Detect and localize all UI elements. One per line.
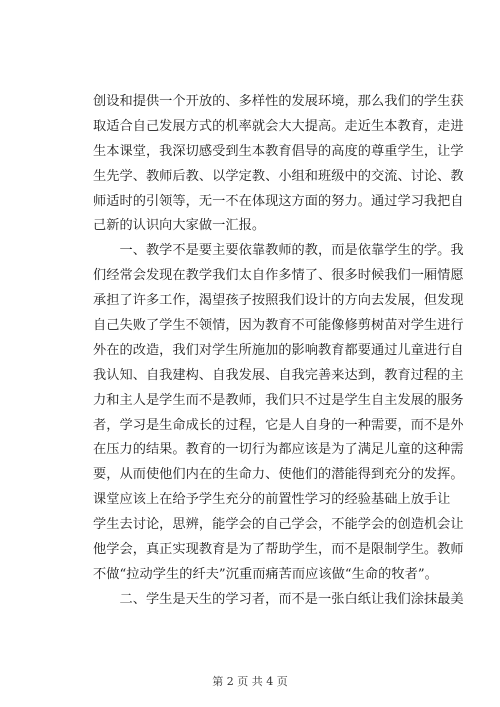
text-line-10: 自己失败了学生不领情，因为教育不可能像修剪树苗对学生进行 bbox=[93, 318, 464, 334]
text-line-13: 力和主人是学生而不是教师，我们只不过是学生自主发展的服务 bbox=[93, 392, 464, 408]
body-text bbox=[93, 90, 464, 613]
text-line-16: 要，从而使他们内在的生命力、使他们的潜能得到充分的发挥。 bbox=[93, 467, 464, 483]
text-line-15: 在压力的结果。教育的一切行为都应该是为了满足儿童的这种需 bbox=[93, 442, 464, 458]
text-line-3: 生本课堂，我深切感受到生本教育倡导的高度的尊重学生，让学 bbox=[93, 143, 464, 159]
text-line-6: 己新的认识向大家做一汇报。 bbox=[93, 218, 266, 234]
text-line-12: 我认知、自我建构、自我发展、自我完善来达到，教育过程的主 bbox=[93, 367, 464, 383]
text-line-17: 课堂应该上在给予学生充分的前置性学习的经验基础上放手让 bbox=[93, 492, 451, 508]
text-line-7: 一、教学不是要主要依靠教师的教，而是依靠学生的学。我 bbox=[93, 243, 464, 259]
text-line-21: 二、学生是天生的学习者，而不是一张白纸让我们涂抹最美 bbox=[93, 591, 464, 607]
text-line-14: 者，学习是生命成长的过程，它是人自身的一种需要，而不是外 bbox=[93, 417, 464, 433]
text-line-9: 承担了许多工作，渴望孩子按照我们设计的方向去发展，但发现 bbox=[93, 293, 464, 309]
text-line-20: 不做“拉动学生的纤夫”沉重而痛苦而应该做“生命的牧者”。 bbox=[93, 566, 438, 582]
text-line-2: 取适合自己发展方式的机率就会大大提高。走近生本教育，走进 bbox=[93, 118, 464, 134]
text-line-5: 师适时的引领等，无一不在体现这方面的努力。通过学习我把自 bbox=[93, 193, 464, 209]
page-footer: 第 2 页 共 4 页 bbox=[212, 675, 288, 688]
text-line-1: 创设和提供一个开放的、多样性的发展环境，那么我们的学生获 bbox=[93, 94, 464, 109]
text-line-19: 他学会，真正实现教育是为了帮助学生，而不是限制学生。教师 bbox=[93, 542, 464, 558]
text-line-11: 外在的改造，我们对学生所施加的影响教育都要通过儿童进行自 bbox=[93, 342, 464, 358]
text-line-18: 学生去讨论，思辨，能学会的自己学会，不能学会的创造机会让 bbox=[93, 517, 464, 533]
text-line-4: 生先学、教师后教、以学定教、小组和班级中的交流、讨论、教 bbox=[93, 168, 464, 184]
text-line-8: 们经常会发现在教学我们太自作多情了、很多时候我们一厢情愿 bbox=[93, 268, 464, 284]
